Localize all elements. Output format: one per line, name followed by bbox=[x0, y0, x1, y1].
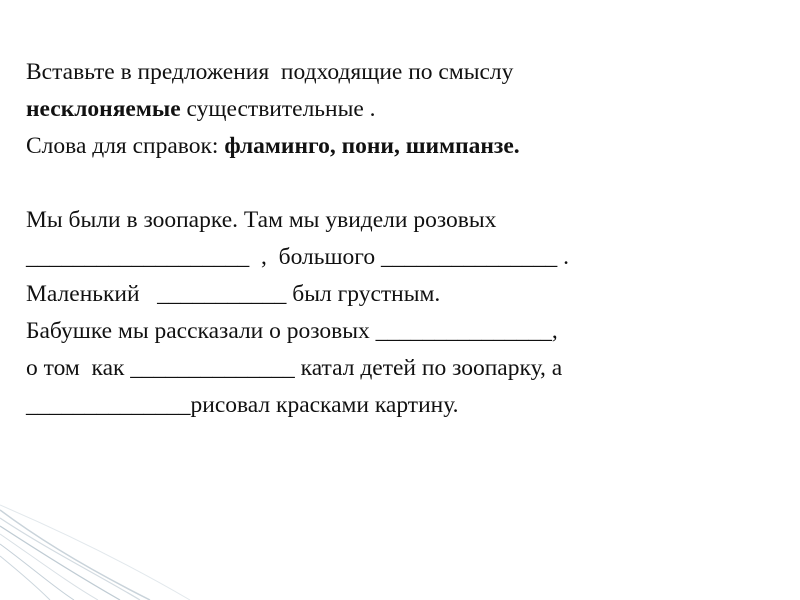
exercise-line-6: ______________рисовал красками картину. bbox=[26, 392, 459, 418]
task-text-block bbox=[26, 54, 786, 424]
exercise-line-2: ___________________ , большого _______________ . bbox=[26, 244, 569, 270]
instruction-line-1: Вставьте в предложения подходящие по смыслу bbox=[26, 59, 514, 85]
reference-words-line bbox=[26, 128, 786, 165]
exercise-line-3: Маленький ___________ был грустным. bbox=[26, 281, 441, 307]
exercise-line-4: Бабушке мы рассказали о розовых _______________, bbox=[26, 318, 558, 344]
keyword-indeclinable: несклоняемые bbox=[26, 96, 181, 122]
exercise-line-5: о том как ______________ катал детей по зоопарку, а bbox=[26, 355, 563, 381]
spacer bbox=[26, 165, 786, 202]
instruction-line-2 bbox=[26, 91, 786, 128]
reference-words: фламинго, пони, шимпанзе. bbox=[224, 133, 520, 159]
reference-words-label: Слова для справок: bbox=[26, 133, 225, 159]
instruction-line-2-rest: существительные . bbox=[180, 96, 376, 122]
exercise-line-1: Мы были в зоопарке. Там мы увидели розовых bbox=[26, 207, 497, 233]
